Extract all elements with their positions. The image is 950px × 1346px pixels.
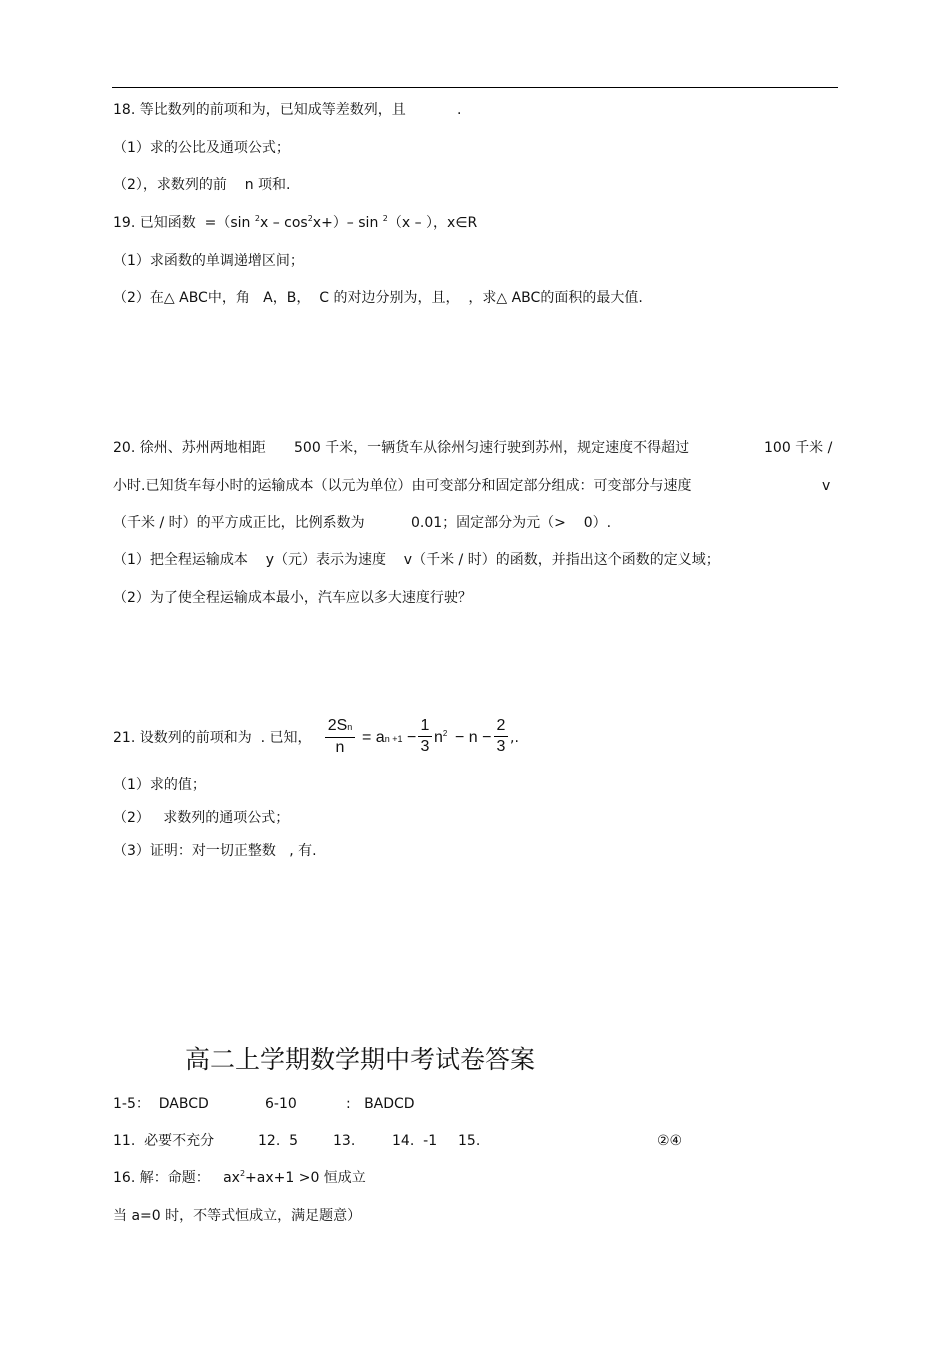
q21-part1: （1）求的值； — [113, 777, 206, 793]
q20-line3b: 0.01；固定部分为元（> 0）. — [411, 515, 612, 531]
answers-q13: 13. — [333, 1133, 356, 1149]
q19-part1: （1）求函数的单调递增区间； — [113, 253, 304, 269]
q20-line2b: v — [822, 478, 831, 494]
answers-q16-case: 当 a=0 时，不等式恒成立，满足题意） — [113, 1208, 362, 1224]
answers-title: 高二上学期数学期中考试卷答案 — [185, 1045, 536, 1074]
answers-q15-value: ②④ — [657, 1133, 683, 1149]
answers-q12: 12. 5 — [258, 1133, 299, 1149]
q19-part2: （2）在△ ABC中，角 A，B， C 的对边分别为，且， ，求△ ABC的面积的最大值. — [113, 290, 643, 306]
q21-n-squared: $n^2$ — [434, 729, 448, 746]
q21-fraction-2sn-over-n: 2Sn n — [325, 717, 355, 757]
q21-part3: （3）证明：对一切正整数 , 有. — [113, 843, 317, 859]
q18-part2: （2），求数列的前 n 项和. — [113, 177, 291, 193]
answers-q15: 15. — [458, 1133, 481, 1149]
answers-q14: 14. -1 — [392, 1133, 438, 1149]
q20-line3a: （千米 / 时）的平方成正比，比例系数为 — [113, 515, 365, 531]
q18-title: 18. 等比数列的前项和为，已知成等差数列，且 — [113, 102, 406, 118]
q20-part1: （1）把全程运输成本 y（元）表示为速度 v（千米 / 时）的函数，并指出这个函数的定义域； — [113, 552, 720, 568]
q20-line2a: 小时.已知货车每小时的运输成本（以元为单位）由可变部分和固定部分组成：可变部分与速度 — [113, 478, 692, 494]
q20-line1b: 500 千米，一辆货车从徐州匀速行驶到苏州，规定速度不得超过 — [294, 440, 690, 456]
q21-eq: = an +1 — [362, 729, 403, 746]
q18-part1: （1）求的公比及通项公式； — [113, 140, 290, 156]
q21-lead: 21. 设数列的前项和为 . 已知， — [113, 730, 312, 746]
q21-mid: − n − — [455, 729, 492, 746]
q21-minus: − — [407, 729, 417, 746]
q19-title: 19. 已知函数 =（sin $^2x - \cos^2x+)-$ sin $^2$（x – ），x∈R — [113, 214, 478, 231]
q20-line1a: 20. 徐州、苏州两地相距 — [113, 440, 266, 456]
top-rule — [112, 87, 838, 88]
answers-q16: 16. 解：命题： $ax^2+ax+1 >0$ 恒成立 — [113, 1169, 366, 1186]
answers-row1b: 6-10 — [265, 1096, 297, 1112]
answers-row1a: 1-5： DABCD — [113, 1096, 209, 1112]
q20-part2: （2）为了使全程运输成本最小，汽车应以多大速度行驶？ — [113, 590, 472, 606]
q18-dot: . — [457, 102, 462, 118]
q21-part2: （2） 求数列的通项公式； — [113, 810, 290, 826]
q21-fraction-two-thirds: 2 3 — [494, 717, 508, 756]
answers-q11: 11. 必要不充分 — [113, 1133, 215, 1149]
q21-fraction-one-third: 1 3 — [418, 717, 432, 756]
q20-line1c: 100 千米 / — [764, 440, 833, 456]
q21-tail: ,. — [510, 730, 519, 746]
answers-row1c: : BADCD — [346, 1096, 415, 1112]
